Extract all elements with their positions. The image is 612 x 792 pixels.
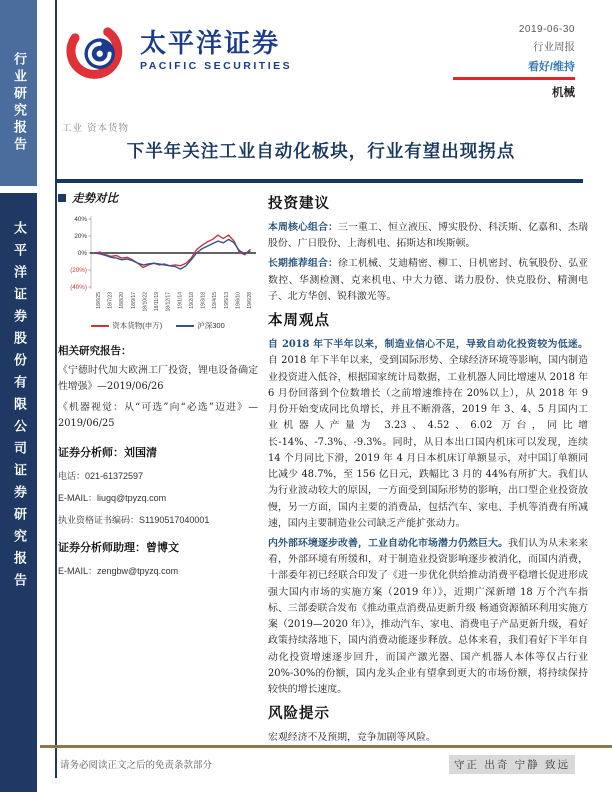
svg-text:18/9/17: 18/9/17 <box>130 292 137 309</box>
pacific-securities-logo <box>62 16 292 86</box>
longterm-portfolio-paragraph <box>268 256 588 305</box>
footer-disclaimer: 请务必阅读正文之后的免责条款部分 <box>60 760 213 771</box>
core-portfolio-paragraph <box>268 220 588 252</box>
trend-chart-svg <box>58 210 258 326</box>
logo-text <box>140 30 292 71</box>
chart-legend <box>58 320 258 331</box>
longterm-portfolio-stocks: 徐工机械、艾迪精密、柳工、日机密封、杭氧股份、弘亚数控、华测检测、克来机电、中大力德、诺力股份、快克股份、精测电子、北方华创、锐科激光等。 <box>268 258 588 302</box>
title-divider <box>55 179 583 183</box>
header-red-rule <box>453 77 575 80</box>
section-heading-weekly-view: 本周观点 <box>268 312 330 330</box>
svg-text:18/12/17: 18/12/17 <box>165 292 172 312</box>
legend-item <box>176 320 225 331</box>
left-column <box>58 190 258 577</box>
svg-text:19/3/18: 19/3/18 <box>200 292 207 309</box>
svg-text:19/4/15: 19/4/15 <box>212 292 219 309</box>
logo-chinese-name: 太平洋证券 <box>140 28 281 59</box>
report-title: 下半年关注工业自动化板块，行业有望出现拐点 <box>126 142 516 162</box>
svg-text:20%: 20% <box>74 233 87 240</box>
square-bullet-icon <box>58 194 66 202</box>
weekly-p1-body: 自 2018 年下半年以来，受到国际形势、全球经济环境等影响，国内制造业投资进入低谷，根据国家统计局数据，工业机器人同比增速从 2018 年 6 月份回落到个位数增长（之前增速维持在 20%以上），从 2018 年 9 月份开始变成同比负增长，并且不断滑落，2019 年 3、4、5 月国内工业机器人产量为 3.23、4.52、6.02 万台，同比增长-14%、-7.3%、-9.3%。同时，从日本出口国内机床可以发现，连续 14 个月同比下滑，2019 年 4 月日本机床订单额显示，对中国订单额同比减少 48.7%，至 156 亿日元，跌幅比 3 月的 44%有所扩大。我们认为行业波动较大的原因，一方面受到国际形势的影响，出口型企业投资放慢，另一方面，国内主要的消费品，包括汽车、家电、手机等消费有所减速，国内主要制造业公司缺乏产能扩张动力。 <box>268 355 588 529</box>
sidebar-company-band <box>0 193 37 792</box>
svg-text:(40%): (40%) <box>70 284 87 291</box>
sidebar-industry-research <box>0 0 37 186</box>
svg-text:18/6/25: 18/6/25 <box>96 292 102 309</box>
breadcrumb: 工业 资本货物 <box>62 123 130 134</box>
weekly-p1-lead: 自 2018 年下半年以来，制造业信心不足，导致自动化投资较为低迷。 <box>268 339 588 351</box>
analyst-name: 证券分析师：刘国清 <box>58 446 157 460</box>
header-meta <box>405 24 575 100</box>
legend-swatch <box>91 325 109 327</box>
analyst-email: E-MAIL：liugq@tpyzq.com <box>58 493 167 504</box>
legend-label: 沪深300 <box>197 321 225 330</box>
weekly-p2-lead: 内外部环境逐步改善，工业自动化市场潜力仍然巨大。 <box>268 537 509 549</box>
svg-text:0%: 0% <box>77 250 87 257</box>
report-date: 2019-06-30 <box>518 24 575 35</box>
footer-divider <box>40 745 612 748</box>
chart-section-header <box>58 190 258 206</box>
svg-text:(20%): (20%) <box>70 267 87 274</box>
footer-motto: 守正 出奇 宁静 致远 <box>449 755 575 774</box>
pacific-securities-logo-icon <box>62 16 132 86</box>
related-report-2: 《机器视觉：从“可选”向“必选”迈进》—2019/06/25 <box>58 401 258 429</box>
legend-label: 资本货物(申万) <box>112 321 163 330</box>
analyst-cert-number: 执业资格证书编码：S1190517040001 <box>58 515 210 526</box>
svg-text:19/1/14: 19/1/14 <box>177 292 184 309</box>
sidebar-bottom-label: 太平洋证券股份有限公司证券研究报告 <box>11 221 26 595</box>
svg-text:18/7/23: 18/7/23 <box>107 292 114 309</box>
section-heading-investment: 投资建议 <box>268 195 330 212</box>
svg-text:19/6/10: 19/6/10 <box>235 292 242 309</box>
weekly-view-paragraph-2 <box>268 536 588 698</box>
longterm-portfolio-label: 长期推荐组合： <box>268 258 339 270</box>
weekly-view-paragraph-1 <box>268 337 588 532</box>
assistant-name: 证券分析师助理：曾博文 <box>58 541 179 555</box>
svg-text:18/8/20: 18/8/20 <box>119 292 126 309</box>
assistant-email: E-MAIL：zengbw@tpyzq.com <box>58 566 179 577</box>
industry-name: 机械 <box>552 87 575 99</box>
related-reports-title: 相关研究报告： <box>58 345 132 357</box>
svg-text:40%: 40% <box>74 216 87 223</box>
content-left-rule <box>55 0 57 778</box>
risk-paragraph: 宏观经济不及预期，竞争加剧等风险。 <box>268 732 436 744</box>
svg-text:18/11/19: 18/11/19 <box>154 292 161 312</box>
svg-text:19/2/18: 19/2/18 <box>188 292 195 309</box>
chart-section-title: 走势对比 <box>72 191 118 205</box>
core-portfolio-stocks: 三一重工、恒立液压、博实股份、科沃斯、亿嘉和、杰瑞股份、广日股份、上海机电、拓斯达和埃斯顿。 <box>268 222 588 250</box>
main-column <box>268 190 588 751</box>
core-portfolio-label: 本周核心组合： <box>268 222 339 233</box>
weekly-p2-body: 我们认为从未来来看，外部环境有所缓和，对于制造业投资影响逐步被消化，而国内消费，十部委年初已经联合印发了《进一步优化供给推动消费平稳增长促进形成强大国内市场的实施方案（2019 年）》，近期广深新增 18 万个汽车指标、三部委联合发布《推动重点消费品更新升级 畅通资源循环利用实施方案（2019—2020 年）》，推动汽车、家电、消费电子产品更新升级，看好政策持续落地下，国内消费动能逐步释放。总体来看，我们看好下半年自动化投资增速逐步回升，而国产激光器、国产机器人本体等仅占行业 20%-30%的份额，国内龙头企业有望拿到更大的市场份额，将持续保持较快的增长速度。 <box>268 537 589 696</box>
svg-text:18/10/22: 18/10/22 <box>142 292 149 312</box>
related-report-1: 《宁德时代加大欧洲工厂投资，锂电设备确定性增强》—2019/06/26 <box>58 365 258 392</box>
logo-english-name: PACIFIC SECURITIES <box>140 59 293 72</box>
svg-text:19/5/13: 19/5/13 <box>223 292 230 309</box>
section-heading-risk: 风险提示 <box>268 705 330 723</box>
analyst-phone: 电话：021-61372597 <box>58 471 144 482</box>
sidebar-top-label: 行业研究报告 <box>11 52 26 154</box>
report-type: 行业周报 <box>533 41 575 53</box>
svg-text:19/6/28: 19/6/28 <box>247 292 253 309</box>
legend-swatch <box>176 325 194 327</box>
legend-item <box>91 320 162 331</box>
industry-rating: 看好/维持 <box>527 61 575 73</box>
